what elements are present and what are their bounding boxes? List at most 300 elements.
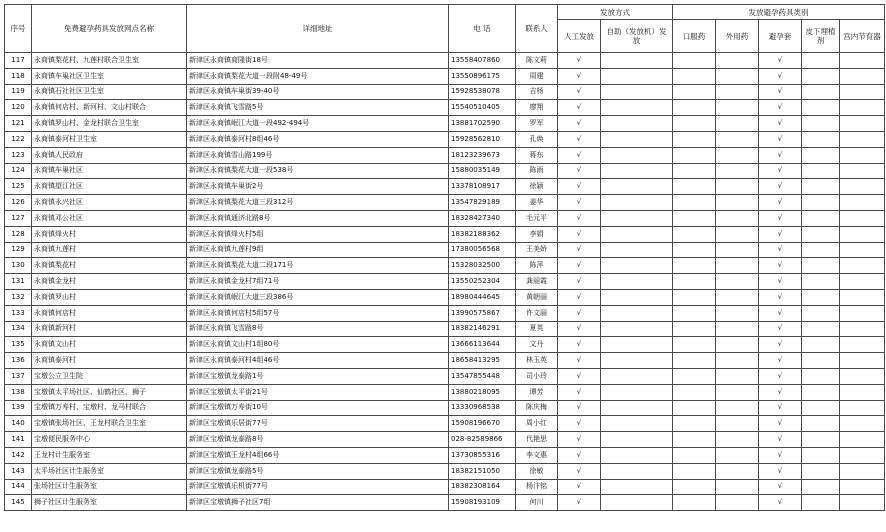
table-row [5,116,885,132]
cell-seq: 137 [5,368,32,384]
cell-method-manual: √ [558,195,601,211]
cell-method-auto [601,179,673,195]
cell-cat-iud [840,179,885,195]
cell-method-manual: √ [558,305,601,321]
cell-cat-iud [840,226,885,242]
cell-cat-oral [673,463,716,479]
cell-method-manual: √ [558,321,601,337]
cell-name: 永商镇九莲村 [32,242,187,258]
cell-phone: 13330968538 [449,400,516,416]
table-row [5,305,885,321]
table-row [5,479,885,495]
cell-address: 新津区宝墩镇万寿街10号 [187,400,449,416]
cell-contact: 夏英 [516,321,558,337]
cell-cat-implant [802,479,840,495]
cell-method-manual: √ [558,400,601,416]
cell-cat-topical [716,258,759,274]
table-row [5,447,885,463]
cell-cat-oral [673,53,716,69]
cell-cat-implant [802,100,840,116]
cell-cat-condom: √ [759,495,802,511]
cell-cat-condom: √ [759,147,802,163]
cell-cat-topical [716,447,759,463]
cell-contact: 徐颖 [516,179,558,195]
header-cat-oral: 口服药 [673,20,716,53]
cell-name: 永商镇望江社区 [32,179,187,195]
cell-method-manual: √ [558,289,601,305]
cell-contact: 李文惠 [516,447,558,463]
cell-seq: 128 [5,226,32,242]
cell-name: 永商镇文山村 [32,337,187,353]
cell-address: 新津区宝墩镇龙泰路8号 [187,432,449,448]
cell-cat-implant [802,463,840,479]
cell-cat-topical [716,305,759,321]
cell-cat-iud [840,432,885,448]
cell-method-auto [601,305,673,321]
cell-phone: 15928538078 [449,84,516,100]
cell-seq: 121 [5,116,32,132]
cell-phone: 18328427340 [449,210,516,226]
cell-method-auto [601,384,673,400]
header-method-manual: 人工发放 [558,20,601,53]
cell-method-manual: √ [558,495,601,511]
cell-cat-implant [802,384,840,400]
cell-phone: 18980444645 [449,289,516,305]
table-body [5,53,885,511]
cell-cat-implant [802,242,840,258]
cell-cat-condom: √ [759,400,802,416]
cell-cat-topical [716,384,759,400]
cell-contact: 李娟 [516,226,558,242]
cell-name: 永商镇车巢社区 [32,163,187,179]
cell-cat-oral [673,384,716,400]
cell-cat-implant [802,400,840,416]
table-row [5,289,885,305]
cell-cat-implant [802,447,840,463]
cell-cat-topical [716,289,759,305]
cell-cat-iud [840,258,885,274]
cell-cat-topical [716,321,759,337]
cell-method-manual: √ [558,226,601,242]
cell-seq: 127 [5,210,32,226]
cell-phone: 18658413295 [449,353,516,369]
cell-address: 新津区永商镇梨花大道一段附48-49号 [187,68,449,84]
cell-cat-condom: √ [759,416,802,432]
cell-contact: 周建 [516,68,558,84]
cell-phone: 15928562810 [449,131,516,147]
cell-cat-condom: √ [759,195,802,211]
cell-address: 新津区宝墩镇龙泰路1号 [187,368,449,384]
cell-name: 宝墩镇太平场社区、仙鹤社区、狮子 [32,384,187,400]
table-row [5,400,885,416]
cell-name: 永商镇新河村 [32,321,187,337]
cell-cat-topical [716,432,759,448]
cell-seq: 130 [5,258,32,274]
header-seq: 序号 [5,5,32,53]
cell-name: 永商镇人民政府 [32,147,187,163]
cell-address: 新津区永商镇泰河村8组46号 [187,131,449,147]
cell-cat-oral [673,210,716,226]
table-row [5,416,885,432]
cell-cat-condom: √ [759,100,802,116]
cell-phone: 13547855448 [449,368,516,384]
cell-cat-implant [802,368,840,384]
cell-contact: 许文丽 [516,305,558,321]
cell-cat-oral [673,68,716,84]
cell-cat-topical [716,400,759,416]
cell-cat-condom: √ [759,321,802,337]
cell-cat-iud [840,195,885,211]
table-row [5,179,885,195]
cell-contact: 廖翔 [516,100,558,116]
cell-cat-condom: √ [759,53,802,69]
cell-phone: 17380056568 [449,242,516,258]
cell-address: 新津区永商镇泰河村4组46号 [187,353,449,369]
cell-method-manual: √ [558,368,601,384]
cell-phone: 13378108917 [449,179,516,195]
cell-address: 新津区永商镇文山村1组80号 [187,337,449,353]
cell-cat-condom: √ [759,68,802,84]
cell-method-auto [601,416,673,432]
cell-cat-condom: √ [759,353,802,369]
cell-contact: 文丹 [516,337,558,353]
cell-phone: 13880218095 [449,384,516,400]
cell-cat-oral [673,100,716,116]
cell-cat-topical [716,116,759,132]
cell-seq: 140 [5,416,32,432]
cell-address: 新津区永商镇何店村5组57号 [187,305,449,321]
cell-name: 宝墩公立卫生院 [32,368,187,384]
cell-cat-condom: √ [759,384,802,400]
cell-method-manual: √ [558,84,601,100]
cell-cat-oral [673,400,716,416]
cell-contact: 周小红 [516,416,558,432]
cell-cat-iud [840,479,885,495]
cell-cat-oral [673,258,716,274]
cell-contact: 林玉英 [516,353,558,369]
cell-cat-iud [840,305,885,321]
cell-name: 王龙村计生服务室 [32,447,187,463]
header-phone: 电 话 [449,5,516,53]
cell-cat-implant [802,495,840,511]
cell-phone: 15908196670 [449,416,516,432]
cell-cat-implant [802,432,840,448]
cell-cat-iud [840,131,885,147]
cell-cat-topical [716,226,759,242]
cell-contact: 黄朝丽 [516,289,558,305]
table-row [5,495,885,511]
cell-method-auto [601,116,673,132]
cell-method-manual: √ [558,337,601,353]
table-row [5,100,885,116]
cell-cat-topical [716,147,759,163]
cell-method-manual: √ [558,258,601,274]
cell-seq: 122 [5,131,32,147]
cell-cat-implant [802,321,840,337]
cell-cat-oral [673,179,716,195]
cell-phone: 15908193109 [449,495,516,511]
cell-cat-topical [716,368,759,384]
header-category-group: 发放避孕药具类别 [673,5,885,20]
cell-cat-topical [716,84,759,100]
spreadsheet [4,4,882,526]
cell-cat-iud [840,447,885,463]
cell-phone: 13547829189 [449,195,516,211]
cell-method-manual: √ [558,416,601,432]
table-row [5,432,885,448]
cell-seq: 134 [5,321,32,337]
cell-address: 新津区永商镇通济北路8号 [187,210,449,226]
cell-method-auto [601,479,673,495]
table-row [5,210,885,226]
cell-seq: 131 [5,274,32,290]
cell-name: 狮子社区计生服务室 [32,495,187,511]
cell-method-auto [601,226,673,242]
cell-address: 新津区宝墩镇狮子社区7组 [187,495,449,511]
cell-cat-implant [802,163,840,179]
cell-method-auto [601,131,673,147]
cell-method-manual: √ [558,479,601,495]
cell-cat-oral [673,242,716,258]
cell-method-auto [601,53,673,69]
cell-method-auto [601,447,673,463]
cell-method-auto [601,368,673,384]
cell-address: 新津区永商镇金龙村7组71号 [187,274,449,290]
cell-cat-iud [840,400,885,416]
cell-phone: 13550896175 [449,68,516,84]
cell-name: 永商镇罗山村 [32,289,187,305]
cell-contact: 陈雨 [516,163,558,179]
cell-seq: 133 [5,305,32,321]
header-method-group: 发放方式 [558,5,673,20]
table-row [5,274,885,290]
cell-seq: 132 [5,289,32,305]
cell-phone: 15540510405 [449,100,516,116]
cell-method-manual: √ [558,116,601,132]
cell-cat-iud [840,289,885,305]
cell-cat-topical [716,242,759,258]
cell-cat-oral [673,432,716,448]
cell-seq: 126 [5,195,32,211]
cell-method-auto [601,400,673,416]
cell-address: 新津区永商镇岷江大道一段492-494号 [187,116,449,132]
cell-name: 永商镇烽火村 [32,226,187,242]
cell-cat-implant [802,195,840,211]
cell-seq: 141 [5,432,32,448]
cell-cat-implant [802,68,840,84]
cell-method-manual: √ [558,163,601,179]
header-contact: 联系人 [516,5,558,53]
cell-contact: 毛元平 [516,210,558,226]
cell-cat-implant [802,84,840,100]
cell-name: 永商镇车巢社区卫生室 [32,68,187,84]
cell-name: 永商镇罗山村、金龙村联合卫生室 [32,116,187,132]
table-row [5,258,885,274]
cell-method-auto [601,337,673,353]
cell-cat-implant [802,179,840,195]
cell-seq: 120 [5,100,32,116]
cell-address: 新津区宝墩镇龙泰路5号 [187,463,449,479]
cell-method-manual: √ [558,179,601,195]
cell-contact: 吉杨 [516,84,558,100]
cell-cat-topical [716,131,759,147]
header-cat-topical: 外用药 [716,20,759,53]
cell-cat-implant [802,210,840,226]
header-cat-condom: 避孕套 [759,20,802,53]
cell-name: 永商镇何店村、新河村、文山村联合 [32,100,187,116]
cell-method-manual: √ [558,353,601,369]
cell-cat-implant [802,116,840,132]
cell-method-auto [601,147,673,163]
cell-cat-topical [716,195,759,211]
cell-cat-condom: √ [759,163,802,179]
cell-address: 新津区永商镇烽火村5组 [187,226,449,242]
cell-name: 永商镇永兴社区 [32,195,187,211]
cell-address: 新津区宝墩镇太平街21号 [187,384,449,400]
cell-method-auto [601,258,673,274]
cell-phone: 13990575867 [449,305,516,321]
cell-phone: 18382308164 [449,479,516,495]
cell-cat-oral [673,321,716,337]
cell-address: 新津区永商镇车巢街2号 [187,179,449,195]
cell-contact: 姜华 [516,195,558,211]
cell-cat-condom: √ [759,242,802,258]
cell-method-manual: √ [558,447,601,463]
cell-method-auto [601,100,673,116]
cell-contact: 谭芳 [516,384,558,400]
cell-cat-iud [840,321,885,337]
cell-seq: 125 [5,179,32,195]
cell-cat-iud [840,163,885,179]
cell-cat-implant [802,289,840,305]
distribution-points-table [4,4,885,511]
cell-cat-oral [673,416,716,432]
table-row [5,84,885,100]
table-row [5,195,885,211]
cell-cat-oral [673,226,716,242]
cell-seq: 142 [5,447,32,463]
cell-name: 永商镇泰河村卫生室 [32,131,187,147]
table-row [5,337,885,353]
cell-cat-oral [673,195,716,211]
cell-cat-implant [802,258,840,274]
cell-method-auto [601,463,673,479]
cell-contact: 何川 [516,495,558,511]
cell-cat-implant [802,305,840,321]
cell-contact: 孔焕 [516,131,558,147]
cell-cat-iud [840,463,885,479]
table-row [5,321,885,337]
cell-cat-iud [840,147,885,163]
cell-cat-iud [840,384,885,400]
table-row [5,368,885,384]
cell-cat-condom: √ [759,368,802,384]
cell-seq: 145 [5,495,32,511]
cell-cat-oral [673,353,716,369]
cell-cat-implant [802,226,840,242]
cell-phone: 18382151050 [449,463,516,479]
cell-phone: 13666113644 [449,337,516,353]
cell-phone: 13730855316 [449,447,516,463]
cell-address: 新津区永商镇梨花大道一段538号 [187,163,449,179]
cell-cat-iud [840,368,885,384]
cell-cat-oral [673,368,716,384]
cell-method-auto [601,195,673,211]
table-row [5,463,885,479]
cell-cat-iud [840,242,885,258]
cell-cat-iud [840,53,885,69]
cell-cat-condom: √ [759,258,802,274]
cell-cat-condom: √ [759,479,802,495]
cell-seq: 136 [5,353,32,369]
cell-phone: 028-82589866 [449,432,516,448]
header-cat-iud: 宫内节育器 [840,20,885,53]
cell-cat-condom: √ [759,305,802,321]
cell-seq: 129 [5,242,32,258]
cell-phone: 18382188362 [449,226,516,242]
header-address: 详细地址 [187,5,449,53]
cell-name: 永商镇梨花村 [32,258,187,274]
cell-address: 新津区永商镇梨花大道三段312号 [187,195,449,211]
cell-cat-condom: √ [759,131,802,147]
cell-cat-implant [802,274,840,290]
cell-name: 宝墩镇万寿村、宝墩村、龙马村联合 [32,400,187,416]
cell-cat-condom: √ [759,116,802,132]
cell-contact: 陈文莉 [516,53,558,69]
cell-method-auto [601,84,673,100]
cell-method-manual: √ [558,131,601,147]
cell-seq: 138 [5,384,32,400]
cell-method-auto [601,210,673,226]
cell-method-auto [601,432,673,448]
cell-address: 新津区永商镇车巢街39-40号 [187,84,449,100]
cell-cat-topical [716,53,759,69]
cell-cat-iud [840,100,885,116]
cell-contact: 罗军 [516,116,558,132]
cell-cat-topical [716,463,759,479]
cell-contact: 陈庆梅 [516,400,558,416]
cell-cat-oral [673,289,716,305]
cell-address: 新津区永商镇雪山路199号 [187,147,449,163]
cell-address: 新津区永商镇梨花大道二段171号 [187,258,449,274]
cell-phone: 13550252304 [449,274,516,290]
cell-cat-iud [840,84,885,100]
cell-contact: 司小玲 [516,368,558,384]
cell-cat-condom: √ [759,432,802,448]
table-row [5,53,885,69]
cell-seq: 143 [5,463,32,479]
cell-cat-topical [716,337,759,353]
cell-cat-oral [673,116,716,132]
cell-method-auto [601,289,673,305]
cell-cat-topical [716,210,759,226]
cell-cat-topical [716,274,759,290]
cell-phone: 13881702590 [449,116,516,132]
cell-cat-topical [716,353,759,369]
cell-cat-iud [840,116,885,132]
cell-cat-implant [802,337,840,353]
cell-method-auto [601,495,673,511]
cell-method-manual: √ [558,147,601,163]
cell-cat-oral [673,147,716,163]
cell-seq: 119 [5,84,32,100]
cell-address: 新津区永商镇商隆街18号 [187,53,449,69]
cell-cat-implant [802,131,840,147]
cell-name: 永商镇石社社区卫生室 [32,84,187,100]
table-row [5,131,885,147]
cell-cat-oral [673,495,716,511]
cell-cat-oral [673,337,716,353]
